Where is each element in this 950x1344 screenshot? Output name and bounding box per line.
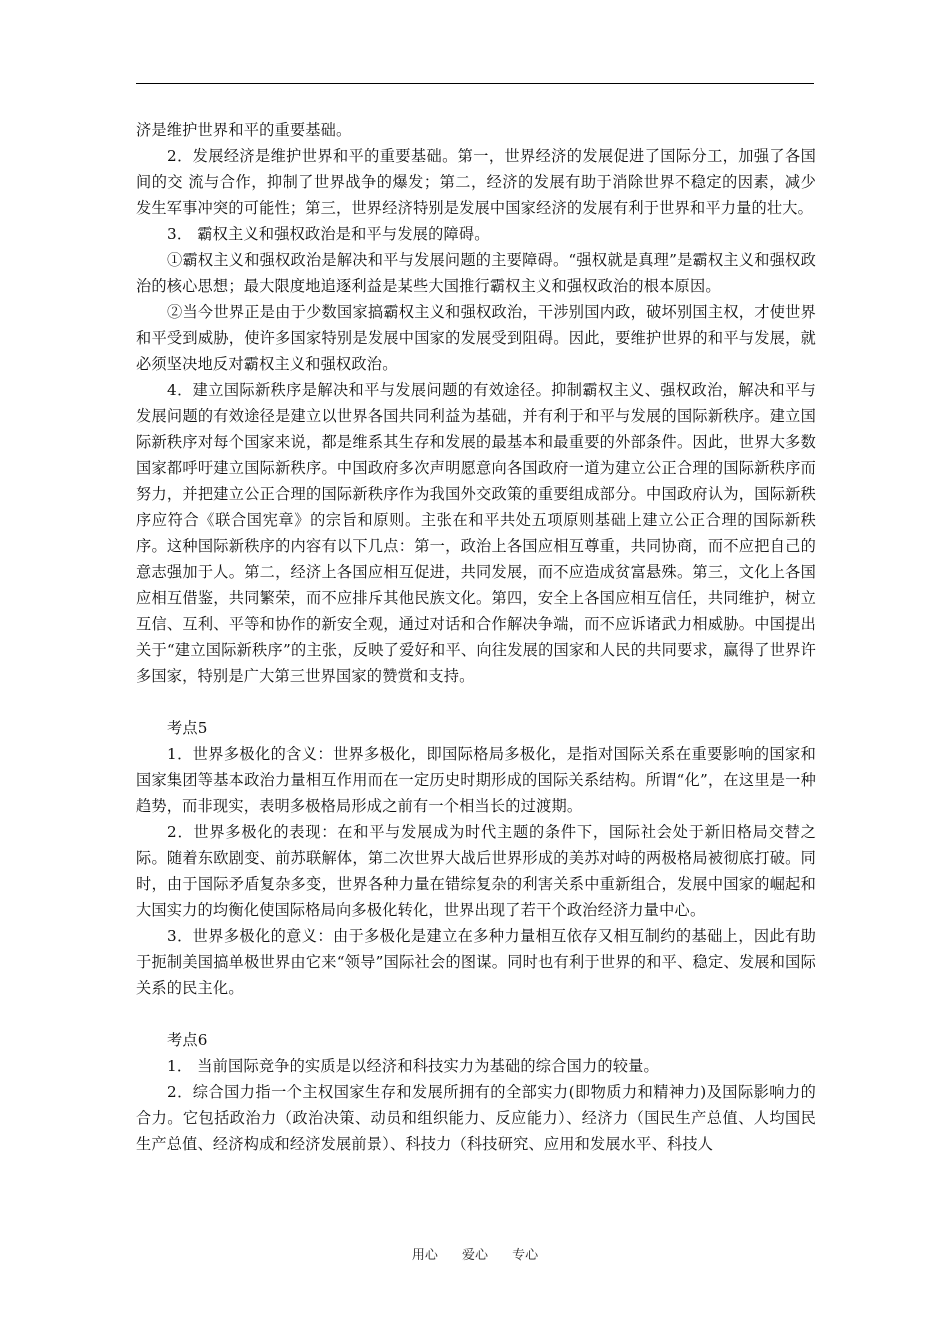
- footer-text-2: 爱心: [461, 1248, 488, 1263]
- paragraph-continuation: 济是维护世界和平的重要基础。: [136, 121, 352, 139]
- header-rule: [136, 83, 814, 84]
- section-5-item-1: 1．世界多极化的含义：世界多极化，即国际格局多极化，是指对国际关系在重要影响的国家和国家集团等基本政治力量相互作用而在一定历史时期形成的国际关系结构。所谓“化”，在这里是一种趋势，而非现实，表明多极格局形成之前有一个相当长的过渡期。: [136, 745, 816, 815]
- footer-text-1: 用心: [411, 1248, 438, 1263]
- section-6-heading: 考点6: [167, 1031, 208, 1049]
- section-5-item-2: 2．世界多极化的表现：在和平与发展成为时代主题的条件下，国际社会处于新旧格局交替之际。随着东欧剧变、前苏联解体，第二次世界大战后世界形成的美苏对峙的两极格局被彻底打破。同时，由于国际矛盾复杂多变，世界各种力量在错综复杂的利害关系中重新组合，发展中国家的崛起和大国实力的均衡化使国际格局向多极化转化，世界出现了若干个政治经济力量中心。: [136, 823, 816, 919]
- section-5-item-3: 3．世界多极化的意义：由于多极化是建立在多种力量相互依存又相互制约的基础上，因此有助于扼制美国搞单极世界由它来“领导”国际社会的图谋。同时也有利于世界的和平、稳定、发展和国际关系的民主化。: [136, 927, 816, 997]
- paragraph-point-4: 4．建立国际新秩序是解决和平与发展问题的有效途径。抑制霸权主义、强权政治，解决和平与发展问题的有效途径是建立以世界各国共同利益为基础，并有利于和平与发展的国际新秩序。建立国际新秩序对每个国家来说，都是维系其生存和发展的最基本和最重要的外部条件。因此，世界大多数国家都呼吁建立国际新秩序。中国政府多次声明愿意向各国政府一道为建立公正合理的国际新秩序而努力，并把建立公正合理的国际新秩序作为我国外交政策的重要组成部分。中国政府认为，国际新秩序应符合《联合国宪章》的宗旨和原则。主张在和平共处五项原则基础上建立公正合理的国际新秩序。这种国际新秩序的内容有以下几点：第一，政治上各国应相互尊重，共同协商，而不应把自己的意志强加于人。第二，经济上各国应相互促进，共同发展，而不应造成贫富悬殊。第三，文化上各国应相互借鉴，共同繁荣，而不应排斥其他民族文化。第四，安全上各国应相互信任，共同维护，树立互信、互利、平等和协作的新安全观，通过对话和合作解决争端，而不应诉诸武力相威胁。中国提出关于“建立国际新秩序”的主张，反映了爱好和平、向往发展的国家和人民的共同要求，赢得了世界许多国家，特别是广大第三世界国家的赞赏和支持。: [136, 381, 816, 685]
- section-5-heading: 考点5: [167, 719, 208, 737]
- page-footer: [0, 1247, 950, 1265]
- spacer: [136, 689, 816, 715]
- spacer: [136, 1001, 816, 1027]
- document-body: [136, 117, 816, 1157]
- section-6-item-1: 1． 当前国际竞争的实质是以经济和科技实力为基础的综合国力的较量。: [167, 1057, 659, 1075]
- paragraph-point-2: 2．发展经济是维护世界和平的重要基础。第一，世界经济的发展促进了国际分工，加强了各国间的交 流与合作，抑制了世界战争的爆发；第二，经济的发展有助于消除世界不稳定的因素，减少发生军事冲突的可能性；第三，世界经济特别是发展中国家经济的发展有利于世界和平力量的壮大。: [136, 147, 816, 217]
- paragraph-point-3: 3． 霸权主义和强权政治是和平与发展的障碍。: [167, 225, 490, 243]
- section-6-item-2: 2．综合国力指一个主权国家生存和发展所拥有的全部实力(即物质力和精神力)及国际影响力的合力。它包括政治力（政治决策、动员和组织能力、反应能力）、经济力（国民生产总值、人均国民生产总值、经济构成和经济发展前景）、科技力（科技研究、应用和发展水平、科技人: [136, 1083, 816, 1153]
- footer-text-3: 专心: [512, 1248, 539, 1263]
- paragraph-point-3-sub-2: ②当今世界正是由于少数国家搞霸权主义和强权政治，干涉别国内政，破坏别国主权，才使世界和平受到威胁，使许多国家特别是发展中国家的发展受到阻碍。因此，要维护世界的和平与发展，就必须坚决地反对霸权主义和强权政治。: [136, 303, 816, 373]
- paragraph-point-3-sub-1: ①霸权主义和强权政治是解决和平与发展问题的主要障碍。“强权就是真理”是霸权主义和强权政治的核心思想；最大限度地追逐利益是某些大国推行霸权主义和强权政治的根本原因。: [136, 251, 816, 295]
